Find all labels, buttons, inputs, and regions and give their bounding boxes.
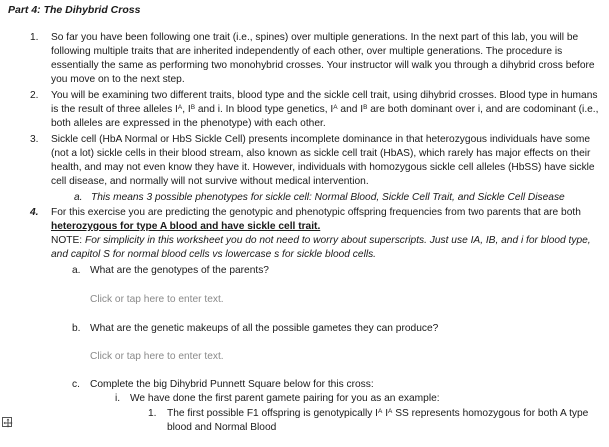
sub-item-3a bbox=[74, 191, 601, 205]
question-text: What are the genotypes of the parents? bbox=[90, 265, 269, 276]
sub-item-i bbox=[115, 392, 590, 406]
superscript: A bbox=[378, 408, 383, 415]
question-text: What are the genetic makeups of all the possible gametes they can produce? bbox=[90, 323, 439, 334]
list-item-4 bbox=[30, 206, 601, 262]
section-title: Part 4: The Dihybrid Cross bbox=[8, 4, 141, 16]
list-number: 2. bbox=[30, 90, 39, 101]
list-item-2 bbox=[30, 89, 601, 131]
text-segment: You will be examining two different traits, blood type and the sickle cell trait, using dihybrid crosses. Blood type in humans is the result of three alleles I bbox=[51, 90, 598, 115]
answer-field-a[interactable]: Click or tap here to enter text. bbox=[90, 294, 224, 305]
superscript: A bbox=[333, 104, 338, 111]
superscript: A bbox=[388, 408, 393, 415]
table-move-handle[interactable] bbox=[2, 417, 12, 427]
note-text: For simplicity in this worksheet you do not need to worry about superscripts. Just use IA, IB, and i for blood type, and capitol S for normal blood cells vs lowercase s for sickle blood cells. bbox=[51, 235, 591, 260]
list-number: 1. bbox=[30, 32, 39, 43]
text-segment: I bbox=[382, 408, 389, 419]
superscript: B bbox=[363, 104, 368, 111]
list-item-text: Sickle cell (HbA Normal or HbS Sickle Cell) presents incomplete dominance in that heterozygous individuals have some (not a lot) sickle cells in their blood stream, also known as sickle cell trait (HbAS), which rarely has major effects on their health, and may not even know they have it. However, individuals with homozygous sickle cell alleles (HbSS) have sickle cell disease, and normally will not survive without medical intervention. bbox=[51, 134, 595, 187]
list-number: 4. bbox=[30, 207, 39, 218]
superscript: A bbox=[177, 104, 183, 111]
sub-list-number: 1. bbox=[148, 408, 157, 419]
sub-list-number: i. bbox=[115, 393, 121, 404]
answer-field-b[interactable]: Click or tap here to enter text. bbox=[90, 351, 224, 362]
list-item-1 bbox=[30, 31, 601, 87]
list-item-3 bbox=[30, 133, 601, 189]
move-arrows-icon bbox=[3, 418, 13, 428]
question-letter: c. bbox=[72, 379, 80, 390]
text-segment: , I bbox=[182, 104, 191, 115]
text-segment: are both dominant over i, and are codominant (i.e., both alleles are expressed in the phenotype) with each other. bbox=[51, 104, 599, 129]
text-segment: For this exercise you are predicting the genotypic and phenotypic offspring frequencies from two parents that are both bbox=[51, 207, 581, 218]
list-item-text: So far you have been following one trait (i.e., spines) over multiple generations. In the next part of this lab, you will be following multiple traits that are inherited independently of each other, over multiple generations. The procedure is essentially the same as performing two monohybrid crosses. Your instructor will walk you through a dihybrid cross before you move on to the next step. bbox=[51, 32, 595, 85]
text-segment: The first possible F1 offspring is genotypically I bbox=[167, 408, 379, 419]
sub-list-number: a. bbox=[74, 192, 83, 203]
sub-item-text: We have done the first parent gamete pairing for you as an example: bbox=[130, 393, 440, 404]
question-letter: a. bbox=[72, 265, 81, 276]
question-c bbox=[72, 378, 590, 392]
emphasis-text: heterozygous for type A blood and have sickle cell trait. bbox=[51, 221, 321, 232]
question-b bbox=[72, 322, 590, 336]
superscript: B bbox=[190, 104, 196, 111]
list-number: 3. bbox=[30, 134, 39, 145]
question-letter: b. bbox=[72, 323, 81, 334]
text-segment: and I bbox=[337, 104, 364, 115]
text-segment: and i. In blood type genetics, I bbox=[195, 104, 334, 115]
question-a bbox=[72, 264, 590, 278]
question-text: Complete the big Dihybrid Punnett Square below for this cross: bbox=[90, 379, 374, 390]
note-label: NOTE: bbox=[51, 235, 85, 246]
text-segment: SS represents homozygous for both A type blood and Normal Blood bbox=[167, 408, 589, 433]
sub-item-1 bbox=[148, 407, 597, 435]
sub-item-text: This means 3 possible phenotypes for sickle cell: Normal Blood, Sickle Cell Trait, and Sickle Cell Disease bbox=[91, 192, 565, 203]
